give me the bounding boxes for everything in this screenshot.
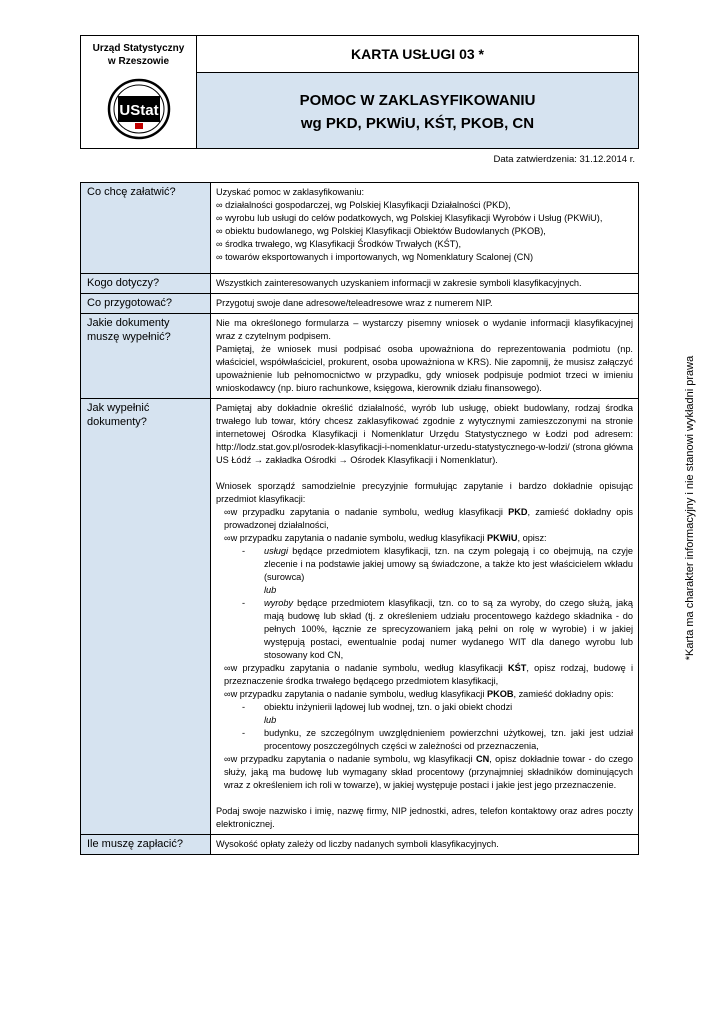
approval-date: Data zatwierdzenia: 31.12.2014 r.	[493, 154, 635, 165]
paragraph: Wniosek sporządź samodzielnie precyzyjnie formułując zapytanie i bardzo dokładnie opisując przedmiot klasyfikacji:	[216, 481, 633, 504]
list-item	[216, 238, 633, 251]
paragraph: Nie ma określonego formularza – wystarczy pisemny wniosek o wydanie informacji klasyfikacyjnej wraz z czytelnym podpisem.	[216, 318, 633, 341]
list-item-text: , opisz:	[517, 533, 547, 543]
list-item-text: wyrobu lub usługi do celów podatkowych, wg Polskiej Klasyfikacji Wyrobów i Usług (PKWiU),	[225, 213, 603, 223]
sub-item-term: usługi	[264, 546, 289, 556]
service-name-line2: wg PKD, PKWiU, KŚT, PKOB, CN	[300, 115, 535, 132]
row-value	[211, 399, 639, 835]
list-item-text: w przypadku zapytania o nadanie symbolu, według klasyfikacji	[230, 663, 509, 673]
list-item-text: środka trwałego, wg Klasyfikacji Środków Trwałych (KŚT),	[225, 239, 462, 249]
code-label: PKWiU	[486, 533, 518, 543]
list-item	[216, 212, 633, 225]
infinity-bullet-icon: ∞	[216, 226, 223, 236]
sub-item	[216, 545, 633, 584]
sub-item	[216, 701, 633, 714]
row-label: Jak wypełnić dokumenty?	[81, 399, 211, 835]
sub-item-text: budynku, ze szczególnym uwzględnieniem powierzchni użytkowej, tzn. jaki jest udział procentowy poszczególnych części w zależności od przeznaczenia,	[264, 728, 633, 751]
list-item	[216, 753, 633, 792]
dash-bullet: -	[242, 546, 246, 556]
side-note	[683, 345, 697, 670]
row-value: Wszystkich zainteresowanych uzyskaniem informacji w zakresie symboli klasyfikacyjnych.	[211, 274, 639, 294]
code-label: PKOB	[486, 689, 514, 699]
infinity-bullet-icon: ∞	[216, 200, 223, 210]
dash-bullet: -	[242, 598, 246, 608]
office-cell	[81, 36, 197, 148]
infinity-bullet-icon: ∞	[224, 754, 231, 764]
list-item	[216, 225, 633, 238]
infinity-bullet-icon: ∞	[216, 239, 223, 249]
infinity-bullet-icon: ∞	[224, 663, 231, 673]
list-item	[216, 532, 633, 545]
table-row	[81, 294, 639, 314]
service-name-line1: POMOC W ZAKLASYFIKOWANIU	[299, 92, 536, 109]
sub-item-text: będące przedmiotem klasyfikacji, tzn. na czym polegają i co obejmują, na czyje zlecenie i na podstawie jakiej umowy są świadczone, a także kto jest właścicielem wkładu (surowca)	[264, 546, 633, 582]
row-label: Kogo dotyczy?	[81, 274, 211, 294]
code-label: CN	[475, 754, 490, 764]
list-item-text: w przypadku zapytania o nadanie symbolu, wg klasyfikacji	[230, 754, 476, 764]
list-item-text: w przypadku zapytania o nadanie symbolu, według klasyfikacji	[230, 689, 487, 699]
dash-bullet: -	[242, 702, 246, 712]
code-label: PKD	[508, 507, 528, 517]
table-row	[81, 274, 639, 294]
service-name	[197, 73, 638, 148]
or-word: lub	[264, 585, 277, 595]
side-note-text: *Karta ma charakter informacyjny i nie stanowi wykładni prawa	[684, 355, 696, 660]
list-item	[216, 251, 633, 264]
row-value	[211, 183, 639, 274]
list-item-text: , opisz dokładnie towar - do czego służy, jaką ma budowę lub wymagany skład procentowy (przynajmniej składników dominujących wraz z określeniem ich roli w towarze), w jakiej występuje postaci i jakie jest jego przeznaczenie.	[224, 754, 633, 790]
dash-bullet: -	[242, 728, 246, 738]
row-value: Przygotuj swoje dane adresowe/teleadresowe wraz z numerem NIP.	[211, 294, 639, 314]
sub-item-text: będące przedmiotem klasyfikacji, tzn. co to są za wyroby, do czego służą, jaką mają budowę lub skład (tj. z określeniem udziału procentowego każdego składnika - do pełnych 100%, łącznie ze sprecyzowaniem jaką pełni on rolę w wyrobie) i w jakiej występują postaci, ewentualnie podaj numer wydanego WIT dla danego wyrobu lub stosowany kod CN,	[264, 598, 633, 660]
infinity-bullet-icon: ∞	[216, 213, 223, 223]
list-item	[216, 506, 633, 532]
office-name	[81, 42, 196, 68]
row-label: Jakie dokumenty muszę wypełnić?	[81, 314, 211, 399]
table-row	[81, 314, 639, 399]
table-row	[81, 835, 639, 855]
list-item	[216, 688, 633, 701]
list-item-text: w przypadku zapytania o nadanie symbolu, według klasyfikacji	[230, 507, 509, 517]
sub-item	[216, 597, 633, 662]
row-value: Wysokość opłaty zależy od liczby nadanych symboli klasyfikacyjnych.	[211, 835, 639, 855]
list-item-text: , zamieść dokładny opis:	[513, 689, 614, 699]
office-name-line1: Urząd Statystyczny	[92, 43, 185, 54]
code-label: KŚT	[508, 663, 527, 673]
service-table	[80, 182, 639, 855]
list-item-text: , opisz rodzaj, budowę i przeznaczenie środka trwałego będącego przedmiotem klasyfikacji,	[224, 663, 633, 686]
sub-item	[216, 727, 633, 753]
card-title: KARTA USŁUGI 03 *	[197, 36, 638, 73]
row-value	[211, 314, 639, 399]
row-label: Co chcę załatwić?	[81, 183, 211, 274]
infinity-bullet-icon: ∞	[216, 252, 223, 262]
sub-item-text: obiektu inżynierii lądowej lub wodnej, tzn. o jaki obiekt chodzi	[264, 702, 513, 712]
infinity-bullet-icon: ∞	[224, 507, 231, 517]
sub-item-connector	[216, 584, 633, 597]
table-row	[81, 183, 639, 274]
list-item-text: , zamieść dokładny opis prowadzonej działalności,	[224, 507, 633, 530]
infinity-bullet-icon: ∞	[224, 689, 231, 699]
ustat-logo	[107, 78, 171, 140]
infinity-bullet-icon: ∞	[224, 533, 231, 543]
list-item-text: obiektu budowlanego, wg Polskiej Klasyfikacji Obiektów Budowlanych (PKOB),	[225, 226, 546, 236]
header-box	[80, 35, 639, 149]
list-item	[216, 199, 633, 212]
row-label: Co przygotować?	[81, 294, 211, 314]
office-name-line2: w Rzeszowie	[107, 56, 170, 67]
sub-item-connector	[216, 714, 633, 727]
list-item-text: towarów eksportowanych i importowanych, wg Nomenklatury Scalonej (CN)	[225, 252, 534, 262]
logo-text: UStat	[119, 102, 159, 119]
row-intro: Uzyskać pomoc w zaklasyfikowaniu:	[216, 187, 365, 197]
paragraph: Podaj swoje nazwisko i imię, nazwę firmy, NIP jednostki, adres, telefon kontaktowy oraz adres poczty elektronicznej.	[216, 806, 633, 829]
list-item-text: działalności gospodarczej, wg Polskiej Klasyfikacji Działalności (PKD),	[225, 200, 511, 210]
paragraph: Pamiętaj, że wniosek musi podpisać osoba upoważniona do reprezentowania podmiotu (np. właściciel, współwłaściciel, prokurent, osoba upoważniona w KRS). Nie zapomnij, że musisz załączyć upoważnienie lub pełnomocnictwo w przypadku, gdy wniosek podpisuje podmiot trzeci w imieniu wnioskodawcy (np. biuro rachunkowe, księgowa, kierownik działu finansowego).	[216, 344, 633, 393]
table-row	[81, 399, 639, 835]
or-word: lub	[264, 715, 277, 725]
paragraph: Pamiętaj aby dokładnie określić działalność, wyrób lub usługę, obiekt budowlany, rodzaj środka trwałego lub towar, który chcesz zaklasyfikować zgodnie z wytycznymi zamieszczonymi na stronie internetowej Ośrodka Klasyfikacji i Nomenklatur Urzędu Statystycznego w Łodzi pod adresem: http://lodz.stat.gov.pl/osrodek-klasyfikacji-i-nomenklatur-urzedu-statystycznego-w-lodzi/ (strona główna US Łódź → zakładka Ośrodki → Ośrodek Klasyfikacji i Nomenklatur).	[216, 403, 633, 465]
sub-item-term: wyroby	[264, 598, 294, 608]
list-item-text: w przypadku zapytania o nadanie symbolu, według klasyfikacji	[230, 533, 487, 543]
list-item	[216, 662, 633, 688]
row-label: Ile muszę zapłacić?	[81, 835, 211, 855]
